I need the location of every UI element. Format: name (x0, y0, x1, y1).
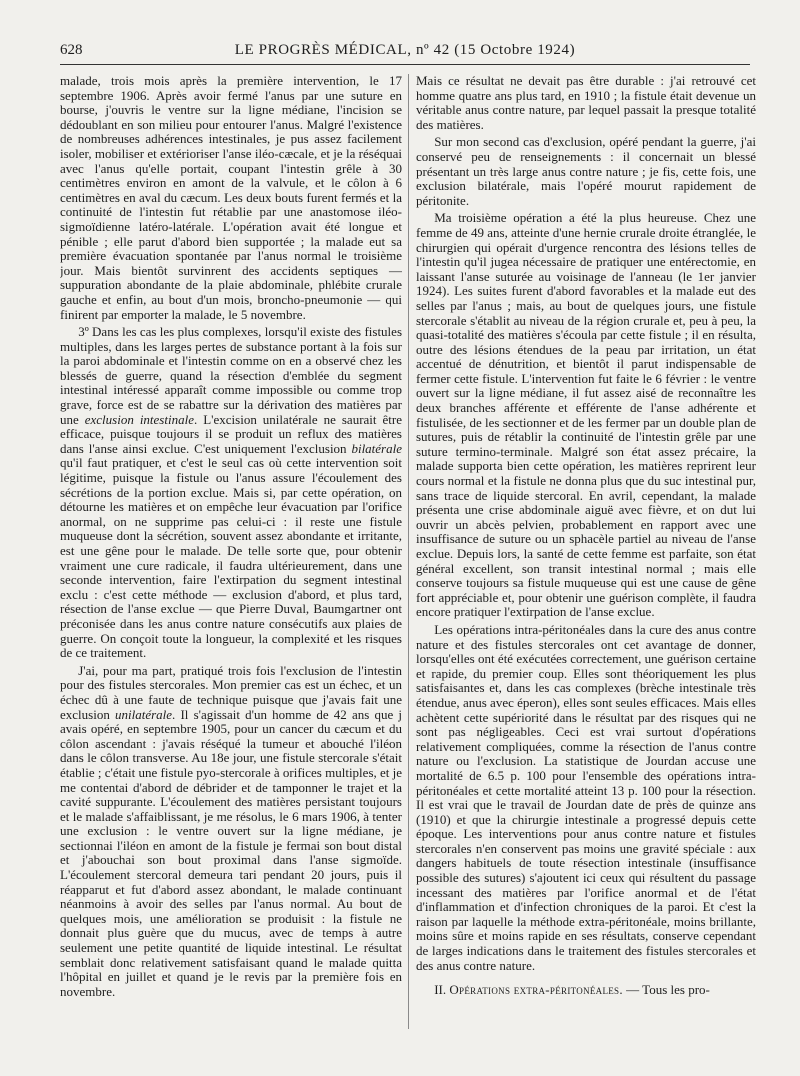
page-number: 628 (60, 42, 83, 58)
column-divider (408, 74, 409, 1029)
left-column (60, 74, 402, 1054)
text-run: . Il s'agissait d'un homme de 42 ans que j avais opéré, en septembre 1905, pour un cancer du cæcum et du côlon ascendant : j'avais réséqué la tumeur et abouché l'iléon dans le côlon transverse. Au 18e jour, une fistule stercorale s'était établie ; c'était une fistule pyo-stercorale à orifices multiples, et je me contentai d'abord de débrider et de tamponner le trajet et la cavité suppurante. L'écoulement des matières persistant toujours et le malade s'affaiblissant, je me résolus, le 6 mars 1906, à tenter une exclusion : le ventre ouvert sur la ligne médiane, je sectionnai l'iléon en amont de la fistule je fermai son bout distal et j'abouchai son bout proximal dans l'anse sigmoïde. L'écoulement stercoral demeura tari pendant 20 jours, puis il réapparut et fut d'abord assez abondant, le malade continuant néanmoins à avoir des selles par l'anus normal. Au bout de quelques mois, une amélioration se produisit : la fistule ne donnait plus guère que du mucus, avec de temps à autre seulement une petite quantité de liquide intestinal. Le résultat semblait donc relativement satisfaisant quand le malade quitta l'hôpital en juillet et quand je le revis par la première fois en novembre. (60, 706, 402, 999)
paragraph: Mais ce résultat ne devait pas être durable : j'ai retrouvé cet homme quatre ans plus tard, en 1910 ; la fistule était devenue un véritable anus contre nature, par lequel passait la presque totalité des matières. (416, 74, 756, 132)
running-title: LE PROGRÈS MÉDICAL, nº 42 (15 Octobre 1924) (234, 42, 576, 58)
emphasis: bilatérale (351, 440, 402, 456)
paragraph: Sur mon second cas d'exclusion, opéré pendant la guerre, j'ai conservé peu de renseignements : il concernait un blessé présentant un très large anus contre nature ; je fis, cette fois, une exclusion bilatérale, mais l'opéré mourut rapidement de péritonite. (416, 134, 756, 208)
emphasis: unilatérale (115, 706, 173, 722)
paragraph: Ma troisième opération a été la plus heureuse. Chez une femme de 49 ans, atteinte d'une hernie crurale droite étranglée, le chirurgien qui opérait d'urgence rencontra des lésions telles de l'intestin qu'il jugea nécessaire de pratiquer une entérectomie, en laissant l'anse suturée au voisinage de l'anneau (le 1er janvier 1924). Les suites furent d'abord favorables et la malade eut des selles par l'anus ; mais, au bout de quelques jours, une fistule stercorale s'établit au niveau de la région crurale et, peu à peu, la quasi-totalité des matières s'écoula par cette fistule ; il en résulta, outre des lésions étendues de la peau par irritation, un état accentué de dénutrition, et bientôt il parut indispensable de fermer cette fistule. L'intervention fut faite le 6 février : le ventre ouvert sur la ligne médiane, il fut assez aisé de reconnaître les deux branches afférente et efférente de l'anse adhérente et fistulisée, de les sectionner et de les fermer par un double plan de sutures, puis de rétablir la continuité de l'intestin grêle par une suture termino-terminale. Malgré son état assez précaire, la malade supporta bien cette opération, les matières reprirent leur cours normal et la fistule ne donna plus que du suc intestinal pur, sans trace de liquide stercoral. En avril, cependant, la malade présenta une crise abdominale aiguë avec fièvre, et on dut lui ouvrir un abcès pelvien, probablement en rapport avec une insuffisance de suture ou un sphacèle partiel au niveau de l'anse exclue. Depuis lors, la santé de cette femme est parfaite, son état général excellent, son transit intestinal normal ; mais elle conserve toujours sa fistule muqueuse qui est une cause de gêne fort appréciable et, pour obtenir une guérison complète, il faudra encore pratiquer l'extirpation de l'anse exclue. (416, 210, 756, 620)
page-header (60, 42, 750, 64)
emphasis: exclusion intestinale (84, 411, 194, 427)
text-run: 3º Dans les cas les plus complexes, lorsqu'il existe des fistules multiples, dans les larges pertes de substance portant à la fois sur la paroi abdominale et l'intestin comme on en a observé chez les blessés de guerre, quand la résection d'emblée du segment intestinal intéressé apparaît comme impossible ou comme trop grave, force est de se rabattre sur la dérivation des matières par une (60, 324, 402, 427)
paragraph: malade, trois mois après la première intervention, le 17 septembre 1906. Après avoir fermé l'anus par une suture en bourse, j'ouvris le ventre sur la ligne médiane, l'incision se dédoublant en son milieu pour entourer l'anus. Malgré l'existence de nombreuses adhérences intestinales, je pus assez facilement isoler, mobiliser et extérioriser l'anse iléo-cæcale, et je la réséquai avec l'anus qu'elle portait, coupant l'intestin grêle à 30 centimètres environ en amont de la valvule, et le côlon à 6 centimètres en aval du cæcum. Les deux bouts furent fermés et la continuité de l'intestin fut rétablie par une anastomose iléo-sigmoïdienne latéro-latérale. L'opération avait été longue et pénible ; elle parut d'abord bien supportée ; la malade eut sa première évacuation spontanée par l'anus normal le troisième jour. Mais bientôt survinrent des accidents septiques — suppuration abondante de la plaie abdominale, phlébite crurale gauche et enfin, au bout d'un mois, broncho-pneumonie — qui finirent par emporter la malade, le 5 novembre. (60, 74, 402, 322)
paragraph (60, 664, 402, 1000)
paragraph: Les opérations intra-péritonéales dans la cure des anus contre nature et des fistules stercorales ont cet avantage de donner, lorsqu'elles ont été exécutées correctement, une guérison certaine et rapide, du premier coup. Elles sont théoriquement les plus satisfaisantes et, dans les cas complexes (brèche intestinale très étendue, anus avec éperon), elles sont seules efficaces. Mais elles achètent cette supériorité dans le résultat par des risques qui ne sont pas négligeables. Ceci est vrai surtout d'opérations relativement compliquées, comme la résection de l'anus contre nature ou l'exclusion. La statistique de Jourdan accuse une mortalité de 6.5 p. 100 pour l'ensemble des opérations intra-péritonéales et cette mortalité atteint 13 p. 100 pour la résection. Il est vrai que le travail de Jourdan date de près de quinze ans (1910) et que la chirurgie intestinale a progressé depuis cette époque. Les interventions pour anus contre nature et fistules stercorales n'en conservent pas moins une gravité spéciale : aux dangers habituels de toute résection intestinale (insuffisance possible des sutures) s'ajoutent ici ceux qui résultent du passage incessant des matières par l'orifice anormal et de l'état d'inflammation et d'infection chroniques de la paroi. Et c'est la raison par laquelle la méthode extra-péritonéale, moins brillante, moins sûre et moins rapide en ses résultats, conserve cependant de larges indications dans le traitement des fistules stercorales et des anus contre nature. (416, 621, 756, 973)
heading-number: II. (434, 982, 450, 998)
right-column (416, 74, 756, 1054)
paragraph (60, 325, 402, 661)
text-run: J'ai, pour ma part, pratiqué trois fois l'exclusion de l'intestin pour des fistules stercorales. Mon premier cas est un échec, et un échec dû à une faute de technique puisque que j'avais fait une exclusion (60, 662, 402, 722)
section-heading (416, 983, 756, 998)
text-run: . L'excision unilatérale ne saurait être efficace, puisque toujours il se produit un reflux des matières dans l'anse ainsi exclue. C'est uniquement l'exclusion (60, 411, 402, 456)
text-run: qu'il faut pratiquer, et c'est le seul cas où cette intervention soit légitime, puisque la fistule ou l'anus assure l'écoulement des sécrétions de la portion exclue. Mais si, par cette opération, on détourne les matières et on empêche leur évacuation par l'orifice anormal, on ne supprime pas celui-ci : il reste une fistule muqueuse dont la sécrétion, souvent assez abondante et irritante, est une gêne pour le malade. De telle sorte que, pour obtenir vraiment une cure radicale, il faudra ultérieurement, dans une seconde intervention, faire l'extirpation du segment intestinal exclu : c'est cette méthode — exclusion d'abord, et plus tard, résection de l'anse exclue — que Pierre Duval, Baumgartner ont préconisée dans les anus contre nature consécutifs aux plaies de guerre. On conçoit toute la longueur, la complexité et les risques de ce traitement. (60, 455, 402, 661)
text-run: — Tous les pro- (626, 982, 710, 998)
heading-title: Opérations extra-péritonéales. (449, 982, 623, 998)
header-rule (60, 64, 750, 65)
